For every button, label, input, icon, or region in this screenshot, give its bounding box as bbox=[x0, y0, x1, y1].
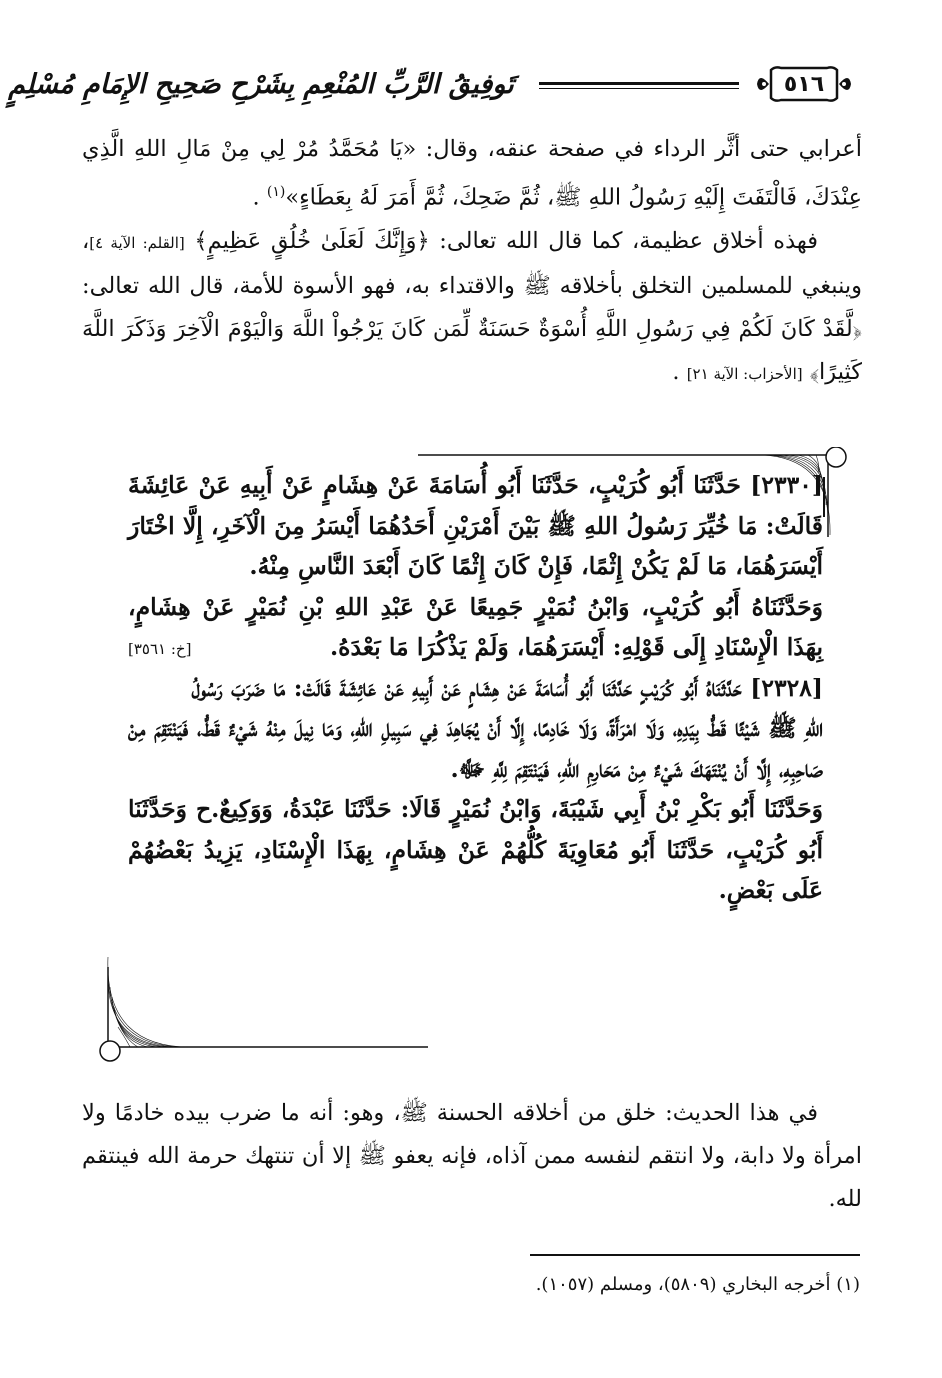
page-header bbox=[8, 58, 857, 114]
intro-paragraph-2 bbox=[82, 220, 862, 396]
commentary-text bbox=[82, 1092, 862, 1221]
page-number: ٥١٦ bbox=[783, 71, 825, 97]
footnote-rule bbox=[530, 1254, 860, 1256]
takhrij-reference: [خ: ٣٥٦١] bbox=[128, 640, 192, 658]
quran-quote-1: فهذه أخلاق عظيمة، كما قال الله تعالى: ﴿وَإِنَّكَ لَعَلَىٰ خُلُقٍ عَظِيمٍ﴾ bbox=[194, 227, 819, 254]
hadith-frame bbox=[88, 447, 856, 1067]
quran-reference-1: [القلم: الآية ٤] bbox=[89, 233, 185, 252]
header-rule bbox=[539, 82, 739, 89]
hadith-2330-chain-text: وَحَدَّثَنَاهُ أَبُو كُرَيْبٍ، وَابْنُ نُمَيْرٍ جَمِيعًا عَنْ عَبْدِ اللهِ بْنِ نُمَيْرٍ عَنْ هِشَامٍ، بِهَذَا الْإِسْنَادِ إِلَى قَوْلِهِ: أَيْسَرَهُمَا، وَلَمْ يَذْكُرَا مَا بَعْدَهُ. bbox=[128, 592, 823, 661]
quran-reference-2: [الأحزاب: الآية ٢١] bbox=[686, 364, 803, 383]
footnote-marker: (١) bbox=[266, 184, 286, 200]
quran-quote-2: ، وينبغي للمسلمين التخلق بأخلاقه ﷺ والاقتداء به، فهو الأسوة للأمة، قال الله تعالى: ﴿لَّقَدْ كَانَ لَكُمْ فِي رَسُولِ اللَّهِ أُسْوَةٌ حَسَنَةٌ لِّمَن كَانَ يَرْجُواْ اللَّهَ وَالْيَوْمَ الْآخِرَ وَذَكَرَ اللَّهَ كَثِيرًا﴾ bbox=[82, 227, 862, 385]
commentary-paragraph: في هذا الحديث: خلق من أخلاقه الحسنة ﷺ، وهو: أنه ما ضرب بيده خادمًا ولا امرأة ولا دابة، ولا انتقم لنفسه ممن آذاه، فإنه يعفو ﷺ إلا أن تنتهك حرمة الله فينتقم لله. bbox=[82, 1100, 862, 1212]
hadith-2328-chain: وَحَدَّثَنَا أَبُو بَكْرِ بْنُ أَبِي شَيْبَةَ، وَابْنُ نُمَيْرٍ قَالَا: حَدَّثَنَا عَبْدَةُ، وَوَكِيعٌ.ح وَحَدَّثَنَا أَبُو كُرَيْبٍ، حَدَّثَنَا أَبُو مُعَاوِيَةَ كُلُّهُمْ عَنْ هِشَامٍ، بِهَذَا الْإِسْنَادِ، يَزِيدُ بَعْضُهُمْ عَلَى بَعْضٍ. bbox=[128, 795, 823, 904]
footnote: (١) أخرجه البخاري (٥٨٠٩)، ومسلم (١٠٥٧). bbox=[535, 1274, 860, 1295]
hadith-2328: [٢٣٢٨] حَدَّثَنَاهُ أَبُو كُرَيْبٍ حَدَّثَنَا أَبُو أُسَامَةَ عَنْ هِشَامٍ عَنْ أَبِيهِ عَنْ عَائِشَةَ قَالَتْ: مَا ضَرَبَ رَسُولُ اللهِ ﷺ شَيْئًا قَطُّ بِيَدِهِ، وَلَا امْرَأَةً، وَلَا خَادِمًا، إِلَّا أَنْ يُجَاهِدَ فِي سَبِيلِ اللهِ، وَمَا نِيلَ مِنْهُ شَيْءٌ قَطُّ، فَيَنْتَقِمَ مِنْ صَاحِبِهِ، إِلَّا أَنْ يُنْتَهَكَ شَيْءٌ مِنْ مَحَارِمِ اللهِ، فَيَنْتَقِمَ لِلَّهِ ﷻ. bbox=[128, 673, 823, 783]
page-number-ornament bbox=[755, 64, 853, 104]
hadith-2330-chain bbox=[128, 587, 823, 668]
intro-text bbox=[82, 128, 862, 396]
book-title: تَوفِيقُ الرَّبِّ المُنْعِمِ بِشَرْحِ صَحِيحِ الإِمَامِ مُسْلِمٍ bbox=[8, 68, 514, 100]
intro-paragraph-1 bbox=[82, 128, 862, 220]
hadith-2330: [٢٣٣٠] حَدَّثَنَا أَبُو كُرَيْبٍ، حَدَّثَنَا أَبُو أُسَامَةَ عَنْ هِشَامٍ عَنْ أَبِيهِ عَنْ عَائِشَةَ قَالَتْ: مَا خُيِّرَ رَسُولُ اللهِ ﷺ بَيْنَ أَمْرَيْنِ أَحَدُهُمَا أَيْسَرُ مِنَ الْآخَرِ، إِلَّا اخْتَارَ أَيْسَرَهُمَا، مَا لَمْ يَكُنْ إِثْمًا، فَإِنْ كَانَ إِثْمًا كَانَ أَبْعَدَ النَّاسِ مِنْهُ. bbox=[128, 471, 823, 580]
hadith-text bbox=[128, 465, 823, 911]
intro-paragraph-1-end: . bbox=[252, 184, 260, 211]
intro-paragraph-2-end: . bbox=[672, 358, 680, 385]
intro-paragraph-1-text: أعرابي حتى أثَّر الرداء في صفحة عنقه، وقال: «يَا مُحَمَّدُ مُرْ لِي مِنْ مَالِ اللهِ الَّذِي عِنْدَكَ، فَالْتَفَتَ إِلَيْهِ رَسُولُ اللهِ ﷺ، ثُمَّ ضَحِكَ، ثُمَّ أَمَرَ لَهُ بِعَطَاءٍ» bbox=[82, 136, 862, 211]
